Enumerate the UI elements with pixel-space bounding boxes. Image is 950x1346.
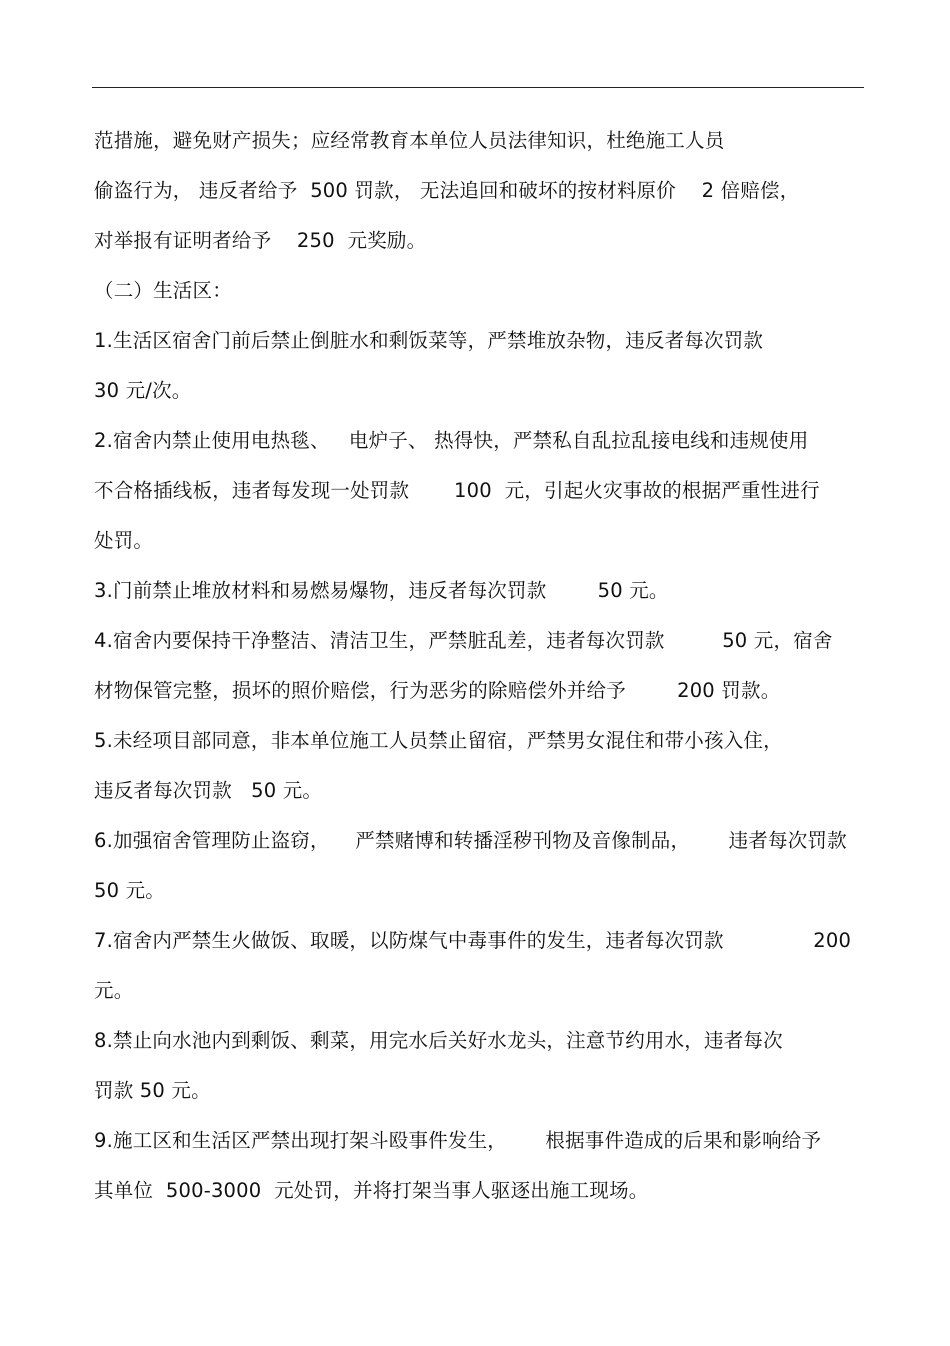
text-line: 对举报有证明者给予 250 元奖励。 (94, 229, 427, 252)
document-body (94, 116, 874, 1216)
text-line: 处罚。 (94, 529, 154, 552)
text-line: 5.未经项目部同意，非本单位施工人员禁止留宿，严禁男女混住和带小孩入住， (94, 729, 783, 752)
text-line: 不合格插线板，违者每发现一处罚款 100 元，引起火灾事故的根据严重性进行 (94, 479, 820, 502)
text-line: 其单位 500-3000 元处罚，并将打架当事人驱逐出施工现场。 (94, 1179, 649, 1202)
header-rule (92, 87, 864, 88)
text-line: 元。 (94, 979, 134, 1002)
section-heading: （二）生活区： (94, 279, 232, 302)
text-line: 1.生活区宿舍门前后禁止倒脏水和剩饭菜等，严禁堆放杂物，违反者每次罚款 (94, 329, 764, 352)
text-line: 3.门前禁止堆放材料和易燃易爆物，违反者每次罚款 50 元。 (94, 579, 669, 602)
text-line: 违反者每次罚款 50 元。 (94, 779, 323, 802)
text-line: 罚款 50 元。 (94, 1079, 211, 1102)
text-line: 50 元。 (94, 879, 166, 902)
text-line: 7.宿舍内严禁生火做饭、取暖，以防煤气中毒事件的发生，违者每次罚款 200 (94, 929, 852, 952)
text-line: 8.禁止向水池内到剩饭、剩菜，用完水后关好水龙头，注意节约用水，违者每次 (94, 1029, 783, 1052)
text-line: 材物保管完整，损坏的照价赔偿，行为恶劣的除赔偿外并给予 200 罚款。 (94, 679, 781, 702)
text-line: 9.施工区和生活区严禁出现打架斗殴事件发生， 根据事件造成的后果和影响给予 (94, 1129, 822, 1152)
text-line: 30 元/次。 (94, 379, 192, 402)
text-line: 6.加强宿舍管理防止盗窃， 严禁赌博和转播淫秽刊物及音像制品， 违者每次罚款 (94, 829, 847, 852)
text-line: 范措施，避免财产损失；应经常教育本单位人员法律知识，杜绝施工人员 (94, 129, 725, 152)
text-line: 2.宿舍内禁止使用电热毯、 电炉子、 热得快，严禁私自乱拉乱接电线和违规使用 (94, 429, 809, 452)
text-line: 偷盗行为， 违反者给予 500 罚款， 无法追回和破坏的按材料原价 2 倍赔偿， (94, 179, 800, 202)
text-line: 4.宿舍内要保持干净整洁、清洁卫生，严禁脏乱差，违者每次罚款 50 元，宿舍 (94, 629, 833, 652)
